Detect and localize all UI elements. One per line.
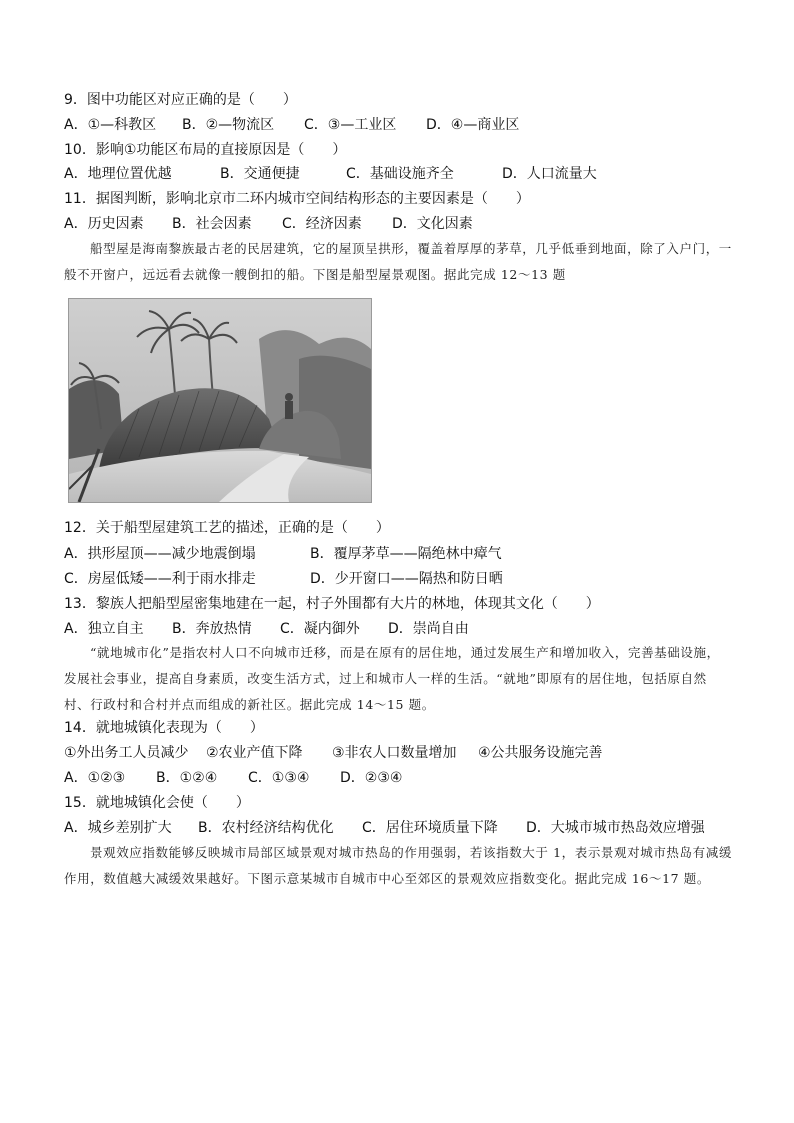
q11-option-d: D．文化因素 [392,216,473,232]
passage-local-urbanization: “就地城市化”是指农村人口不向城市迁移，而是在原有的居住地，通过发展生产和增加收入，完善基础设施，发展社会事业，提高自身素质，改变生活方式，过上和城市人一样的生活。“就地”即原有的居住地，包括原自然村、行政村和合村并点而组成的新社区。据此完成 14～15 题。 [64,645,720,712]
q15-option-a: A．城乡差别扩大 [64,820,172,836]
q10-option-a: A．地理位置优越 [64,166,172,182]
q9-option-c: C．③—工业区 [304,117,397,133]
q13-option-d: D．崇尚自由 [388,621,469,637]
q12-options-row2 [64,569,503,589]
q14-item-4: ④公共服务设施完善 [478,745,603,761]
q10-options [64,164,597,184]
q13-stem: 13．黎族人把船型屋密集地建在一起，村子外围都有大片的林地，体现其文化（ ） [64,596,600,612]
q11-options [64,214,473,234]
q13-options [64,619,469,639]
q10-option-c: C．基础设施齐全 [346,166,454,182]
q9-options [64,115,519,135]
q12-option-d: D．少开窗口——隔热和防日晒 [310,571,503,587]
q14-option-b: B．①②④ [156,770,218,786]
q13-option-a: A．独立自主 [64,621,144,637]
q12-option-b: B．覆厚茅草——隔绝林中瘴气 [310,546,502,562]
q9-option-a: A．①—科教区 [64,117,157,133]
q10-option-b: B．交通便捷 [220,166,300,182]
q13-option-b: B．奔放热情 [172,621,252,637]
q12-option-a: A．拱形屋顶——减少地震倒塌 [64,546,256,562]
q15-option-b: B．农村经济结构优化 [198,820,334,836]
boat-house-photo [68,298,372,503]
q14-stem: 14．就地城镇化表现为（ ） [64,720,264,736]
q15-option-d: D．大城市城市热岛效应增强 [526,820,705,836]
q15-options [64,818,705,838]
q14-option-a: A．①②③ [64,770,126,786]
q13-option-c: C．凝内御外 [280,621,360,637]
q14-options [64,768,402,788]
passage-landscape-effect: 景观效应指数能够反映城市局部区域景观对城市热岛的作用强弱，若该指数大于 1，表示景观对城市热岛有减缓作用，数值越大减缓效果越好。下图示意某城市自城市中心至郊区的景观效应指数变化。据此完成 16～17 题。 [64,845,732,886]
q12-stem: 12．关于船型屋建筑工艺的描述，正确的是（ ） [64,520,390,536]
q14-item-2: ②农业产值下降 [206,745,303,761]
q14-option-d: D．②③④ [340,770,403,786]
q11-stem: 11．据图判断，影响北京市二环内城市空间结构形态的主要因素是（ ） [64,191,530,207]
q11-option-a: A．历史因素 [64,216,144,232]
q11-option-b: B．社会因素 [172,216,252,232]
q12-options-row1 [64,544,502,564]
q10-stem: 10．影响①功能区布局的直接原因是（ ） [64,142,347,158]
q9-option-d: D．④—商业区 [426,117,520,133]
q12-option-c: C．房屋低矮——利于雨水排走 [64,571,256,587]
q9-stem: 9．图中功能区对应正确的是（ ） [64,92,297,108]
q9-option-b: B．②—物流区 [182,117,275,133]
q15-stem: 15．就地城镇化会使（ ） [64,795,250,811]
q10-option-d: D．人口流量大 [502,166,597,182]
q14-items [64,743,603,763]
boat-house-photo-art [69,299,371,502]
q14-item-3: ③非农人口数量增加 [332,745,457,761]
q11-option-c: C．经济因素 [282,216,362,232]
passage-boat-house: 船型屋是海南黎族最古老的民居建筑，它的屋顶呈拱形，覆盖着厚厚的茅草，几乎低垂到地面，除了入户门，一般不开窗户，远远看去就像一艘倒扣的船。下图是船型屋景观图。据此完成 12～13 题 [64,241,732,282]
q15-option-c: C．居住环境质量下降 [362,820,498,836]
q14-option-c: C．①③④ [248,770,310,786]
q14-item-1: ①外出务工人员减少 [64,745,189,761]
